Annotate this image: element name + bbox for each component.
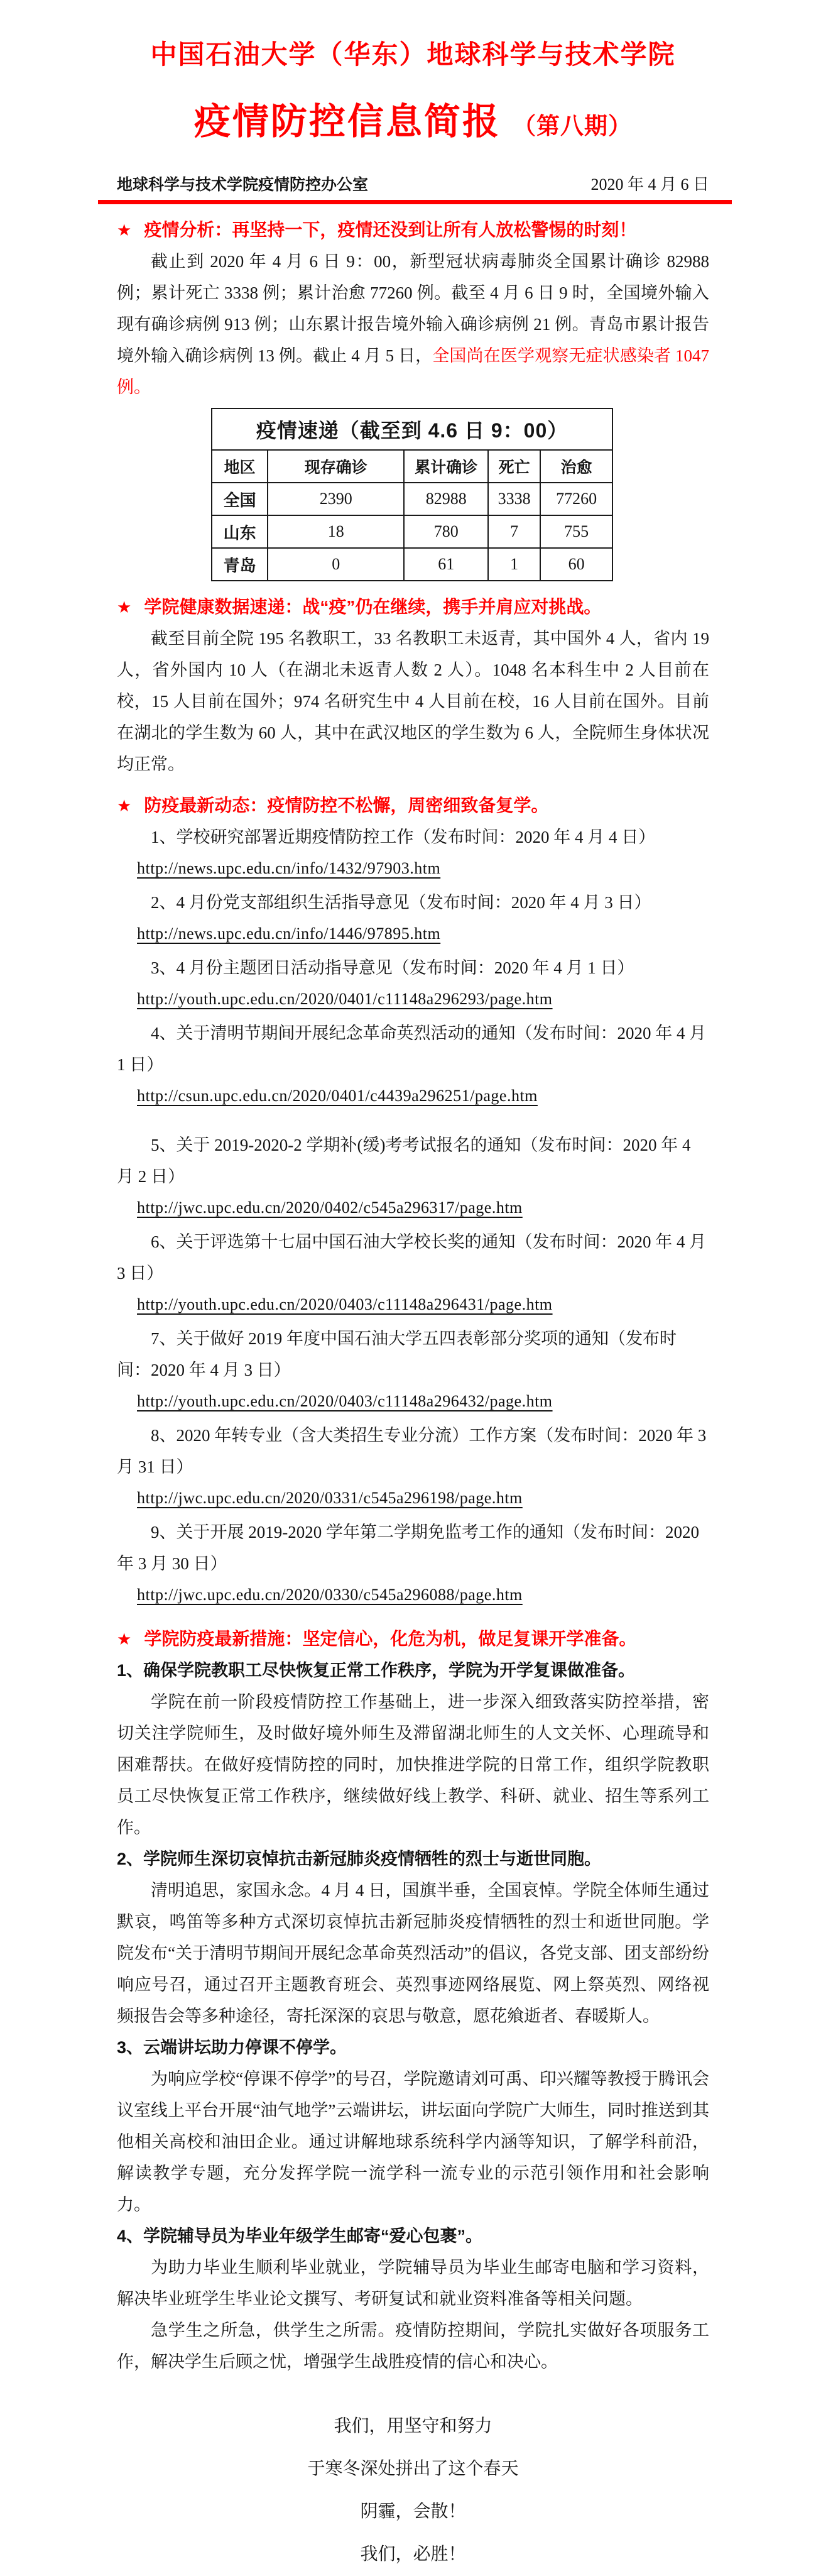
notice-item-label: 3、4 月份主题团日活动指导意见（发布时间：2020 年 4 月 1 日） [151,958,634,977]
measure-subheading: 1、确保学院教职工尽快恢复正常工作秩序，学院为开学复课做准备。 [117,1661,636,1680]
deaths-cell: 3338 [488,483,540,515]
notice-link-line [117,1080,709,1114]
analysis-paragraph-black: 截止到 2020 年 4 月 6 日 9：00，新型冠状病毒肺炎全国累计确诊 82988 例；累计死亡 3338 例；累计治愈 77260 例。截至 4 月 6 日 9 时，全国境外输入现有确诊病例 913 例；山东累计报告境外输入确诊病例 21 例。青岛市累计报告境外输入确诊病例 13 例。截止 4 月 5 日， [117,252,709,365]
column-header-cured: 治愈 [540,450,612,483]
table-header-row [212,450,612,483]
notice-item-label: 4、关于清明节期间开展纪念革命英烈活动的通知（发布时间：2020 年 4 月 1 日） [117,1024,707,1074]
masthead [117,172,709,195]
star-icon: ★ [117,221,132,239]
notice-item-label: 9、关于开展 2019-2020 学年第二学期免监考工作的通知（发布时间：2020 年 3 月 30 日） [117,1523,699,1573]
measure-subheading: 3、云端讲坛助力停课不停学。 [117,2038,347,2057]
cured-cell: 755 [540,515,612,548]
section-heading-analysis-text: 疫情分析：再坚持一下，疫情还没到让所有人放松警惕的时刻！ [144,220,637,239]
measure-paragraph: 学院在前一阶段疫情防控工作基础上，进一步深入细致落实防控举措，密切关注学院师生，及时做好境外师生及滞留湖北师生的人文关怀、心理疏导和困难帮扶。在做好疫情防控的同时，加快推进学院的日常工作，组织学院教职员工尽快恢复正常工作秩序，继续做好线上教学、科研、就业、招生等系列工作。 [117,1692,709,1837]
issue-label: （第八期） [513,113,633,139]
analysis-paragraph [117,246,709,403]
existing-cell: 0 [268,548,404,581]
notice-link[interactable]: http://jwc.upc.edu.cn/2020/0331/c545a296198/page.htm [137,1489,523,1507]
notice-link-line [117,984,709,1017]
cured-cell: 60 [540,548,612,581]
section-heading-analysis [117,214,709,246]
star-icon: ★ [117,796,132,815]
measure-paragraph: 为助力毕业生顺利毕业就业，学院辅导员为毕业生邮寄电脑和学习资料，解决毕业班学生毕业论文撰写、考研复试和就业资料准备等相关问题。 [117,2258,709,2308]
table-row [212,515,612,548]
section-heading-health-text: 学院健康数据速递：战“疫”仍在继续，携手并肩应对挑战。 [144,597,602,617]
notice-link[interactable]: http://csun.upc.edu.cn/2020/0401/c4439a296251/page.htm [137,1087,538,1105]
analysis-paragraph-red: 全国尚在医学观察无症状感染者 1047 例。 [117,346,710,397]
deaths-cell: 1 [488,548,540,581]
cumulative-cell: 82988 [404,483,488,515]
notice-link[interactable]: http://youth.upc.edu.cn/2020/0403/c11148a296431/page.htm [137,1295,553,1313]
red-divider [98,200,732,204]
column-header-cumulative: 累计确诊 [404,450,488,483]
notice-item-label: 6、关于评选第十七届中国石油大学校长奖的通知（发布时间：2020 年 4 月 3 日） [117,1232,707,1283]
notice-link[interactable]: http://jwc.upc.edu.cn/2020/0330/c545a296088/page.htm [137,1586,523,1604]
cumulative-cell: 780 [404,515,488,548]
column-header-existing: 现存确诊 [268,450,404,483]
notice-link-line [117,1386,709,1420]
deaths-cell: 7 [488,515,540,548]
table-title-row [212,408,612,450]
notice-item-label: 2、4 月份党支部组织生活指导意见（发布时间：2020 年 4 月 3 日） [151,893,651,912]
closing-line: 我们，用坚守和努力 [334,2416,492,2436]
notice-link[interactable]: http://youth.upc.edu.cn/2020/0403/c11148a296432/page.htm [137,1392,553,1410]
closing-line: 于寒冬深处拼出了这个春天 [307,2459,519,2479]
epidemic-table [211,408,613,581]
table-row [212,483,612,515]
closing-line: 我们，必胜！ [360,2545,466,2564]
star-icon: ★ [117,1630,132,1648]
measure-subheading: 2、学院师生深切哀悼抗击新冠肺炎疫情牺牲的烈士与逝世同胞。 [117,1850,602,1868]
issue-date: 2020 年 4 月 6 日 [590,175,709,194]
existing-cell: 18 [268,515,404,548]
bulletin-title [117,96,709,153]
notice-link[interactable]: http://news.upc.edu.cn/info/1446/97895.htm [137,924,441,943]
cured-cell: 77260 [540,483,612,515]
notice-link-line [117,1483,709,1516]
notice-link-line [117,1192,709,1226]
notice-link-line [117,1289,709,1323]
measure-subheading: 4、学院辅导员为毕业年级学生邮寄“爱心包裹”。 [117,2227,483,2245]
section-heading-health [117,591,709,623]
notice-link[interactable]: http://news.upc.edu.cn/info/1432/97903.htm [137,859,441,877]
region-cell: 全国 [212,483,268,515]
section-heading-updates [117,790,709,821]
table-row [212,548,612,581]
notice-item-label: 7、关于做好 2019 年度中国石油大学五四表彰部分奖项的通知（发布时间：2020 年 4 月 3 日） [117,1329,677,1379]
notice-item-label: 1、学校研究部署近期疫情防控工作（发布时间：2020 年 4 月 4 日） [151,828,656,847]
star-icon: ★ [117,598,132,617]
column-header-region: 地区 [212,450,268,483]
measure-paragraph: 清明追思，家国永念。4 月 4 日，国旗半垂，全国哀悼。学院全体师生通过默哀，鸣笛等多种方式深切哀悼抗击新冠肺炎疫情牺牲的烈士和逝世同胞。学院发布“关于清明节期间开展纪念革命英烈活动”的倡议，各党支部、团支部纷纷响应号召，通过召开主题教育班会、英烈事迹网络展览、网上祭英烈、网络视频报告会等多种途径，寄托深深的哀思与敬意，愿花飨逝者、春暖斯人。 [117,1881,709,2025]
existing-cell: 2390 [268,483,404,515]
university-title: 中国石油大学（华东）地球科学与技术学院 [150,40,676,69]
region-cell: 青岛 [212,548,268,581]
section-heading-updates-text: 防疫最新动态：疫情防控不松懈，周密细致备复学。 [144,796,549,815]
notice-link-line [117,1579,709,1613]
table-title: 疫情速递（截至到 4.6 日 9：00） [212,408,612,450]
notice-link[interactable]: http://jwc.upc.edu.cn/2020/0402/c545a296317/page.htm [137,1198,523,1217]
bulletin-title-text: 疫情防控信息简报 [193,101,501,142]
closing-line: 阴霾，会散！ [360,2502,466,2521]
notice-link-line [117,853,709,887]
measure-paragraph: 为响应学校“停课不停学”的号召，学院邀请刘可禹、印兴耀等教授于腾讯会议室线上平台开展“油气地学”云端讲坛，讲坛面向学院广大师生，同时推送到其他相关高校和油田企业。通过讲解地球系统科学内涵等知识，了解学科前沿，解读教学专题，充分发挥学院一流学科一流专业的示范引领作用和社会影响力。 [117,2069,709,2214]
closing-block [117,2405,709,2576]
section-heading-measures [117,1623,709,1655]
notice-item-label: 8、2020 年转专业（含大类招生专业分流）工作方案（发布时间：2020 年 3 月 31 日） [117,1426,707,1476]
measure-paragraph: 急学生之所急，供学生之所需。疫情防控期间，学院扎实做好各项服务工作，解决学生后顾之忧，增强学生战胜疫情的信心和决心。 [117,2321,709,2371]
cumulative-cell: 61 [404,548,488,581]
notice-link[interactable]: http://youth.upc.edu.cn/2020/0401/c11148a296293/page.htm [137,990,553,1008]
column-header-deaths: 死亡 [488,450,540,483]
notice-item-label: 5、关于 2019-2020-2 学期补(缓)考考试报名的通知（发布时间：2020 年 4 月 2 日） [117,1136,691,1186]
health-paragraph: 截至目前全院 195 名教职工，33 名教职工未返青，其中国外 4 人，省内 19 人，省外国内 10 人（在湖北未返青人数 2 人）。1048 名本科生中 2 人目前在校，15 人目前在国外；974 名研究生中 4 人目前在校，16 人目前在国外。目前在湖北的学生数为 60 人，其中在武汉地区的学生数为 6 人，全院师生身体状况均正常。 [117,629,709,774]
office-name: 地球科学与技术学院疫情防控办公室 [117,176,369,194]
region-cell: 山东 [212,515,268,548]
section-heading-measures-text: 学院防疫最新措施：坚定信心，化危为机，做足复课开学准备。 [144,1629,637,1648]
notice-link-line [117,918,709,952]
